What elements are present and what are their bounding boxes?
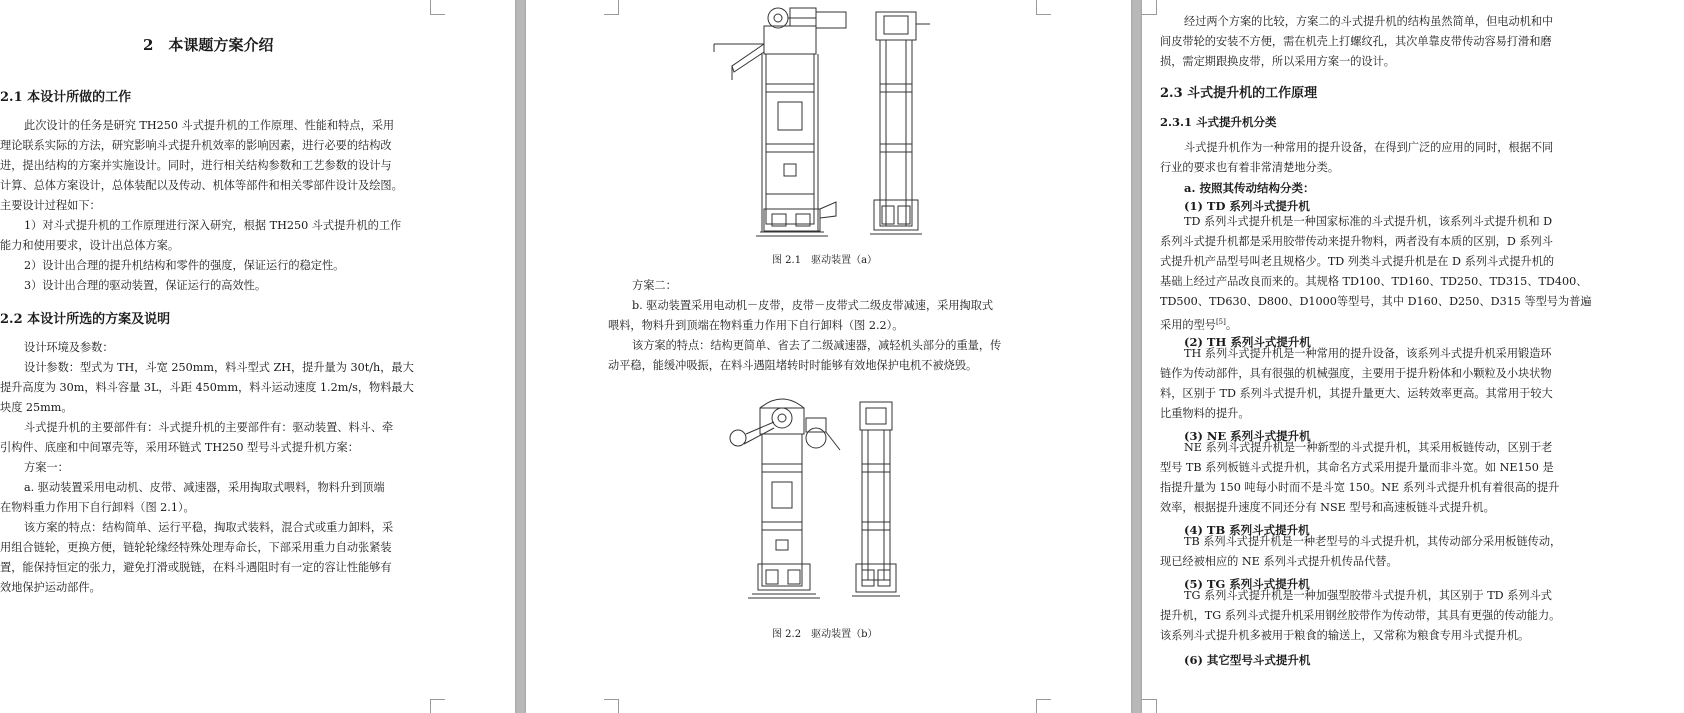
classification-a-heading: a. 按照其传动结构分类： [1184,181,1315,195]
text-line: 此次设计的任务是研究 TH250 斗式提升机的工作原理、性能和特点，采用 [24,119,395,132]
text-line: 比重物料的提升。 [1160,407,1250,420]
text-line: 效率，根据提升速度不同还分有 NSE 型号和高速板链斗式提升机。 [1160,501,1495,514]
text-span: 采用的型号 [1160,318,1216,332]
crop-mark [430,699,445,713]
ne-series-heading: (3) NE 系列斗式提升机 [1184,429,1311,443]
text-line: NE 系列斗式提升机是一种新型的斗式提升机，其采用板链传动，区别于老 [1184,441,1553,454]
text-line: 提升机，TG 系列斗式提升机采用钢丝胶带作为传动带，其具有更强的传动能力。 [1160,609,1561,622]
crop-mark [430,0,445,15]
tb-series-heading: (4) TB 系列斗式提升机 [1184,523,1310,537]
text-line: 理论联系实际的方法，研究影响斗式提升机效率的影响因素，进行必要的结构改 [0,139,392,152]
text-line: 用组合链轮，更换方便，链轮轮缘经特殊处理寿命长，下部采用重力自动张紧装 [0,541,392,554]
chapter-title: 2 本课题方案介绍 [143,36,274,54]
text-line: TH 系列斗式提升机是一种常用的提升设备，该系列斗式提升机采用锻造环 [1184,347,1552,360]
figure-2-2-caption: 图 2.2 驱动装置（b） [772,629,878,640]
text-line: TD500、TD630、D800、D1000等型号，其中 D160、D250、D315 等型号为普遍 [1160,295,1592,308]
text-line: TB 系列斗式提升机是一种老型号的斗式提升机，其传动部分采用板链传动， [1184,535,1562,548]
text-line: 动平稳，能缓冲吸振，在料斗遇阻堵转时时能够有效地保护电机不被烧毁。 [608,359,978,372]
section-heading-2-3-1: 2.3.1 斗式提升机分类 [1160,115,1277,129]
text-line: b. 驱动装置采用电动机－皮带，皮带－皮带式二级皮带减速，采用掏取式 [632,299,994,312]
text-line: 提升高度为 30m，料斗容量 3L，斗距 450mm，料斗运动速度 1.2m/s，物料最大 [0,381,414,394]
text-line: 现已经被相应的 NE 系列斗式提升机传品代替。 [1160,555,1398,568]
crop-mark [1142,0,1157,15]
text-line: 主要设计过程如下： [0,199,101,212]
list-item: 2）设计出合理的提升机结构和零件的强度，保证运行的稳定性。 [24,259,345,272]
text-line: 引构件、底座和中间罩壳等，采用环链式 TH250 型号斗式提升机方案： [0,441,359,454]
figure-2-1-drive-device-a [704,4,944,256]
text-line: 该系列斗式提升机多被用于粮食的输送上，又常称为粮食专用斗式提升机。 [1160,629,1530,642]
crop-mark [1036,0,1051,15]
tg-series-heading: (5) TG 系列斗式提升机 [1184,577,1310,591]
text-line: 损，需定期跟换皮带，所以采用方案一的设计。 [1160,55,1395,68]
plan1-title: 方案一： [24,461,69,474]
crop-mark [604,699,619,713]
figure-2-2-drive-device-b [722,388,942,616]
text-line: 基础上经过产品改良而来的。其规格 TD100、TD160、TD250、TD315、TD400、 [1160,275,1588,288]
section-heading-2-3: 2.3 斗式提升机的工作原理 [1160,86,1318,101]
crop-mark [1142,699,1157,713]
text-line [1160,312,1237,336]
th-series-heading: (2) TH 系列斗式提升机 [1184,335,1311,349]
figure-2-1-caption: 图 2.1 驱动装置（a） [772,255,878,266]
text-line: 链作为传动部件，具有很强的机械强度，主要用于提升粉体和小颗粒及小块状物 [1160,367,1552,380]
text-line: 设计参数：型式为 TH，斗宽 250mm，料斗型式 ZH，提升量为 30t/h，最大 [24,361,414,374]
text-line: 该方案的特点：结构更简单、省去了二级减速器，减轻机头部分的重量，传 [632,339,1002,352]
text-line: 指提升量为 150 吨每小时而不是斗宽 150。NE 系列斗式提升机有着很高的提升 [1160,481,1560,494]
text-line: 块度 25mm。 [0,401,73,414]
text-span: 。 [1225,318,1238,332]
text-line: 经过两个方案的比较，方案二的斗式提升机的结构虽然简单，但电动机和中 [1184,15,1554,28]
text-line: 间皮带轮的安装不方便，需在机壳上打螺纹孔，其次单靠皮带传动容易打滑和磨 [1160,35,1552,48]
env-title: 设计环境及参数： [24,341,114,354]
text-line: TG 系列斗式提升机是一种加强型胶带斗式提升机，其区别于 TD 系列斗式 [1184,589,1552,602]
list-item: 能力和使用要求，设计出总体方案。 [0,239,180,252]
section-heading-2-1: 2.1 本设计所做的工作 [0,90,132,105]
text-line: 型号 TB 系列板链斗式提升机，其命名方式采用提升量而非斗宽。如 NE150 是 [1160,461,1554,474]
text-line: 行业的要求也有着非常清楚地分类。 [1160,161,1340,174]
text-line: 料，区别于 TD 系列斗式提升机，其提升量更大、运转效率更高。其常用于较大 [1160,387,1553,400]
text-line: 计算、总体方案设计，总体装配以及传动、机体等部件和相关零部件设计及绘图。 [0,179,403,192]
text-line: 斗式提升机作为一种常用的提升设备，在得到广泛的应用的同时，根据不同 [1184,141,1554,154]
text-line: TD 系列斗式提升机是一种国家标准的斗式提升机，该系列斗式提升机和 D [1184,215,1553,228]
section-heading-2-2: 2.2 本设计所选的方案及说明 [0,312,171,327]
document-page-1 [0,0,515,713]
text-line: 进，提出结构的方案并实施设计。同时，进行相关结构参数和工艺参数的设计与 [0,159,392,172]
other-series-heading: (6) 其它型号斗式提升机 [1184,653,1311,667]
text-line: 在物料重力作用下自行卸料（图 2.1）。 [0,501,195,514]
plan2-title: 方案二： [632,279,677,292]
document-page-2 [526,0,1131,713]
text-line: 系列斗式提升机都是采用胶带传动来提升物料，两者没有本质的区别，D 系列斗 [1160,235,1553,248]
text-line: a. 驱动装置采用电动机、皮带、减速器，采用掏取式喂料，物料升到顶端 [24,481,385,494]
citation-ref: [5] [1215,318,1226,326]
list-item: 3）设计出合理的驱动装置，保证运行的高效性。 [24,279,267,292]
list-item: 1）对斗式提升机的工作原理进行深入研究，根据 TH250 斗式提升机的工作 [24,219,402,232]
document-page-3 [1142,0,1684,713]
crop-mark [604,0,619,15]
td-series-heading: (1) TD 系列斗式提升机 [1184,199,1310,213]
text-line: 式提升机产品型号叫老且规格少。TD 列类斗式提升机是在 D 系列斗式提升机的 [1160,255,1555,268]
text-line: 喂料，物料升到顶端在物料重力作用下自行卸料（图 2.2）。 [608,319,904,332]
text-line: 该方案的特点：结构简单、运行平稳，掏取式装料，混合式或重力卸料，采 [24,521,394,534]
text-line: 效地保护运动部件。 [0,581,101,594]
text-line: 斗式提升机的主要部件有：斗式提升机的主要部件有：驱动装置、料斗、牵 [24,421,394,434]
crop-mark [1036,699,1051,713]
text-line: 置，能保持恒定的张力，避免打滑或脱链，在料斗遇阻时有一定的容让性能够有 [0,561,392,574]
